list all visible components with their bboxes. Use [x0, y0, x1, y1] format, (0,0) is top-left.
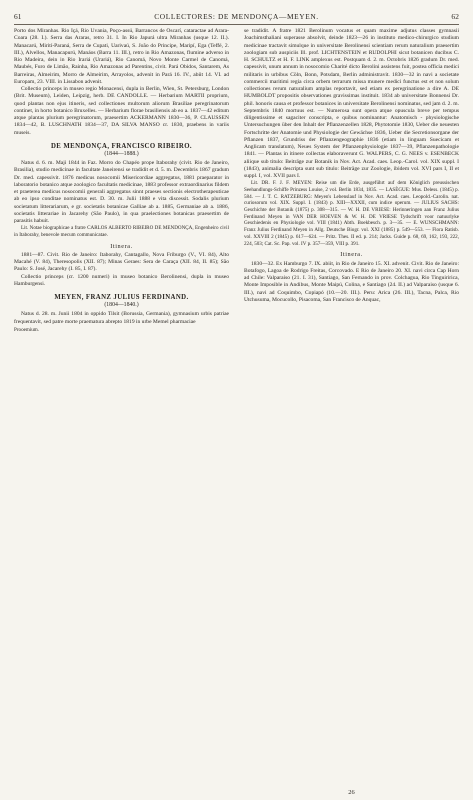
mendonca-literature: Lit. Notae biographicae a fratre CARLOS ALBERTO RIBEIRO DE MENDONÇA, Engenheiro civil in Itaborahy, benevole mecum communicatae.	[14, 225, 229, 238]
right-column	[244, 28, 459, 304]
mendonca-collection: Collectio princeps (cr. 1200 numeri) in museo botanico Berolinensi, dupla in museo Hamburgensi.	[14, 273, 229, 287]
left-column	[14, 28, 229, 334]
mendonca-itinera: 1881—87. Civit. Rio de Janeiro: Itaborahy, Cantagallo, Nova Friburgo (V., VI. 84), Alto Macahé (V. 84), Theresopolis (XII. 87); Minas Geraes: Sera de Caraça (XII. 84, II. 85); São Paulo: S. José, Jacarehy (I. 85, I. 87).	[14, 251, 229, 273]
signature-footer: Prooemium.	[14, 326, 40, 333]
sheet-number: 26	[348, 789, 355, 796]
meyen-literature: Lit. DR. F. J. F. MEYEN: Reise um die Erde, ausgeführt auf dem Königlich preussischen Seehandlungs-Schiffe Prinzess Louise, 2 vol. Berlin 1834, 1835. — LASÈGUE: Mus. Deless. (1845) p. 584. — J. T. C. RATZEBURG: Meyen's Lebenslauf in Nov. Act. Acad. caes. Leopold.-Carolin. nat. curiosorum vol. XIX. Suppl. I. (1843) p. XIII—XXXII, cum indice operum. — JULIUS SACHS: Geschichte der Botanik (1875) p. 308—315. — W. H. DE VRIESE: Herinneringen aan Franz Julius Ferdinand Meyen in VAN DER HOEVEN & W. H. DE VRIESE Tydschrift voor natuurlyke Geschiedenis en Physiologie vol. VIII (1841) Abth. Boekbesch. p. 3—35. — E. WUNSCHMANN: Franz Julius Ferdinand Meyen in Allg. Deutsche Biogr. vol. XXI (1885) p. 549—553. — Flora Ratisb. vol. XXVIII 2 (1845) p. 617—624. — Pritz. Thes. II ed. p. 214; Jacks. Guide p. 68, 69, 162, 193, 222, 224, 503; Cat. Sc. Pap. vol. IV p. 357—359, VIII p. 391.	[244, 180, 459, 247]
meyen-biography-start: Natus d. 28. m. Junii 1804 in oppido Tilsit (Borussia, Germania), gymnasium urbis patriae frequentavit, sed patre morte praematura abrepto 1819 in urbe Memel pharmaciae	[14, 311, 229, 325]
header-rule	[14, 24, 459, 25]
mendonca-biography: Natus d. 6. m. Maji 1844 in Faz. Morro do Chapéo prope Itaborahy (civit. Rio de Janeiro, Brasilia), studio medicinae in facultate Janeirensi se tradidit et d. 5. m. Decembris 1867 gradum Dr. med. capessivit. 1876 medicus nosocomii Misericordiae aggregatus, 1881 praeparator in laboratorio botanico atque zoologico facultatis medicinae, 1883 professor extraordinarius fildem et praeterea medicus nosocomii generali aggregatus sinnt praeses sectionis electrotherapeuticae ab eo ipso conditae nominatus est. D. 30. m. Julii 1888 e vita discessit. Sodalis plurium societatum litterariarum, e gr. societatis botanicae Galliae ab a. 1885, Germaniae ab a. 1886, societatis litterariae in Jacarehy (São Paulo), in qua praelectiones botanicas praesertim de parasitis habuit.	[14, 160, 229, 224]
left-page-number: 61	[14, 11, 22, 21]
martius-itinerary-end: Porto dos Miranhas. Rio Içá, Rio Uvania, Poço-assú, Barrancos de Oscarí, cataractae ad Arara-Coara (28. I.). Serra das Araras, retro 31. I. In Rio Japurá ultra Miranhas (usque 12. II.). Manacarú, Mirití-Paraná, Serra de Cupati, Uarivaú, S. João do Principe, Maripí, Ega (Teffé, 2. III.), Alvellos, Manacapurú, Manáos (Barra 11. III.), retro in Rio Amazonas, flumine adverso in Rio Madeira, dein in Rio Irariá (Urariá), Rio Canomá, Novo Monte Carmel de Canomá, Maubés, Furo de Limão, Rainha, Rio Amazonas ad Parentins, civit. Pará Obidos, Santarem, As Barreiras, Almeirim, Morro de Almeirim, Arrayolos, advenit in Pará 16. IV., abiit 14. VI. ad Europam, 23. VIII. in Lissabon advenit.	[14, 28, 229, 85]
running-header	[14, 10, 459, 22]
meyen-years: (1804—1840.)	[104, 302, 139, 309]
mendonca-itinera-heading: Itinera.	[110, 242, 133, 250]
mendonca-heading: DE MENDONÇA, FRANCISCO RIBEIRO.	[51, 142, 192, 150]
meyen-heading: MEYEN, FRANZ JULIUS FERDINAND.	[54, 294, 189, 302]
running-title: COLLECTORES: DE MENDONÇA—MEYEN.	[154, 11, 319, 21]
meyen-itinera: 1830—32. Ex Hamburgo 7. IX. abiit, in Rio de Janeiro 15. XI. advenit. Civit. Rio de Janeiro: Botafogo, Lagoa de Rodrigo Freitas, Corcovado. E Rio de Janeiro 20. XI. navi circa Cap Horn ad Chile: Valparaiso (21. I. 31), Santiago, San Fernando in prov. Colchagua, Rio Tinguiririca, Monte Imposible in Andibus, Monte Maipú, Colina, e Santiago (24. II.) ad Valparaiso (usque 6. III.), navi ad Coquimbo, Copiapó (10.—20. III.). Peru: Arica (26. III.), Tacna, Palca, Rio Utchusuma, Mocucollo, Pisacoma, San Francisco de Anquac,	[244, 260, 459, 303]
meyen-biography-cont: se tradidit. A fratre 1821 Berolinum vocatus et quam maxime adjutus classes gymnasii Joachimsthaliani superasse absolvit, deinde 1823—26 in instituto medico-chirurgico studium medicinae tractavit simulque in universitate Berolinensi scientiam rerum naturalium praesertim zoologiam sub auspiciis Ill. prof. LICHTENSTEIN et RUDOLPHI sicut botanicen ducibus C. H. SCHULTZ et H. F. LINK amplexus est. Postquam d. 2. m. Octobris 1826 gradum Dr. med. capessivit, unum annum in nosocomio Charité dicto Berolini assistens fuit, postea officia medici militaris in urbibus Cöln, Bonn, Potsdam, Berlin administravit. 1830—32 in navi a societate commercii maritimi regia circa orbem terrarum missa munere medici functus est et non solum collectiones rerum naturalium amplas reportavit, sed etiam ex peregrinatione a dire A. DE HUMBOLDT propositis observationes gravissimas instituit. 1834 ab universitate Bonnensi Dr. phil. honoris causa et professor botanices in universitate Berolinensi nominatus, sed jam d. 2. m. Septembris 1840 mortuus est. — Numerosa sunt opera atque opuscula breve per tempus diligentissime et sagaciter conscripta, e quibus nominantur: Anatomisch - physiologische Untersuchungen über den Inhalt der Pflanzenzellen 1828, Phytotomie 1830, Ueber die neuesten Fortschritte der Anatomie und Physiologie der Gewächse 1836, Ueber die Secretionsorgane der Pflanzen 1837, Grundriss der Pflanzengeographie 1836 (etiam in linguam Suecicam et Anglicam translatum), Neues System der Pflanzenphysiologie 1837—39, Pflanzenpathologie 1841. — Plantas in itinere collectas elaboraverunt G. WALPERS, C. G. NEES v. ESENBECK aliique sub titulo: Beiträge zur Botanik in Nov. Act. Acad. caes. Leop.-Carol. vol. XIX suppl. I (1843), animalia descripta sunt sub titulo: Beiträge zur Zoologie, ibidem vol. XVI pars I, II et suppl. I, vol. XVII pars I.	[244, 28, 459, 179]
right-page-number: 62	[451, 11, 459, 21]
meyen-itinera-heading: Itinera.	[340, 251, 363, 259]
mendonca-years: (1844—1888.)	[104, 150, 139, 157]
martius-collection-note: Collectio princeps in museo regio Monacensi, dupla in Berlin, Wien, St. Petersburg, London (Brit. Museum), Leiden, Leipzig, herb. DE CANDOLLE. — Herbarium MARTII proprium, quod plantas non ejus itineris, sed collectiones multorum aliorum Brasiliae peregrinatorum continet, in horto botanico Bruxelles. — Herbarium florae brasiliensis ab eo a. 1837—42 editum atque plantas plurium peregrinatorum, praesertim ACKERMANN 1830—36, P. CLAUSSEN 1834—42, B. LUSCHNATH 1834—37, DA SILVA MANSO cr. 1830, praebens in variis museis.	[14, 86, 229, 136]
